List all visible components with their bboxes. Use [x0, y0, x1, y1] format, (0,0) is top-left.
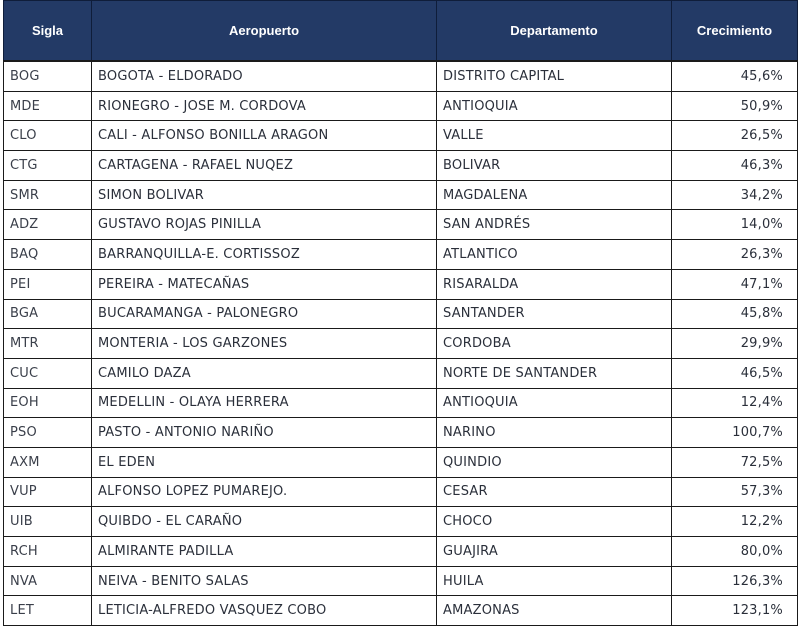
table-row — [4, 566, 798, 596]
aeropuerto-cell: MEDELLIN - OLAYA HERRERA — [92, 388, 437, 418]
crecimiento-cell: 123,1% — [672, 596, 798, 626]
crecimiento-cell: 45,8% — [672, 299, 798, 329]
aeropuerto-cell: BARRANQUILLA-E. CORTISSOZ — [92, 240, 437, 270]
departamento-cell: HUILA — [437, 566, 672, 596]
sigla-cell: PEI — [4, 269, 92, 299]
departamento-cell: NARINO — [437, 418, 672, 448]
table-body — [4, 61, 798, 626]
sigla-cell: UIB — [4, 507, 92, 537]
table-row — [4, 418, 798, 448]
departamento-cell: CHOCO — [437, 507, 672, 537]
table-row — [4, 329, 798, 359]
header-sigla: Sigla — [4, 1, 92, 62]
crecimiento-cell: 26,3% — [672, 240, 798, 270]
crecimiento-cell: 12,2% — [672, 507, 798, 537]
sigla-cell: CUC — [4, 358, 92, 388]
sigla-cell: MTR — [4, 329, 92, 359]
aeropuerto-cell: CALI - ALFONSO BONILLA ARAGON — [92, 121, 437, 151]
header-row — [4, 1, 798, 62]
sigla-cell: SMR — [4, 180, 92, 210]
sigla-cell: BAQ — [4, 240, 92, 270]
sigla-cell: BGA — [4, 299, 92, 329]
table-row — [4, 358, 798, 388]
header-crecimiento: Crecimiento — [672, 1, 798, 62]
table-row — [4, 180, 798, 210]
aeropuerto-cell: SIMON BOLIVAR — [92, 180, 437, 210]
crecimiento-cell: 126,3% — [672, 566, 798, 596]
departamento-cell: MAGDALENA — [437, 180, 672, 210]
table-row — [4, 537, 798, 567]
crecimiento-cell: 12,4% — [672, 388, 798, 418]
departamento-cell: CESAR — [437, 477, 672, 507]
departamento-cell: RISARALDA — [437, 269, 672, 299]
departamento-cell: ANTIOQUIA — [437, 91, 672, 121]
table-row — [4, 151, 798, 181]
airport-growth-table-container — [3, 0, 797, 626]
sigla-cell: VUP — [4, 477, 92, 507]
aeropuerto-cell: ALFONSO LOPEZ PUMAREJO. — [92, 477, 437, 507]
departamento-cell: ATLANTICO — [437, 240, 672, 270]
aeropuerto-cell: NEIVA - BENITO SALAS — [92, 566, 437, 596]
sigla-cell: CLO — [4, 121, 92, 151]
table-row — [4, 61, 798, 91]
departamento-cell: NORTE DE SANTANDER — [437, 358, 672, 388]
crecimiento-cell: 46,3% — [672, 151, 798, 181]
crecimiento-cell: 45,6% — [672, 61, 798, 91]
crecimiento-cell: 29,9% — [672, 329, 798, 359]
departamento-cell: AMAZONAS — [437, 596, 672, 626]
departamento-cell: ANTIOQUIA — [437, 388, 672, 418]
aeropuerto-cell: ALMIRANTE PADILLA — [92, 537, 437, 567]
crecimiento-cell: 26,5% — [672, 121, 798, 151]
sigla-cell: MDE — [4, 91, 92, 121]
table-header — [4, 1, 798, 62]
table-row — [4, 269, 798, 299]
aeropuerto-cell: BUCARAMANGA - PALONEGRO — [92, 299, 437, 329]
crecimiento-cell: 80,0% — [672, 537, 798, 567]
departamento-cell: DISTRITO CAPITAL — [437, 61, 672, 91]
departamento-cell: GUAJIRA — [437, 537, 672, 567]
aeropuerto-cell: BOGOTA - ELDORADO — [92, 61, 437, 91]
table-row — [4, 210, 798, 240]
aeropuerto-cell: LETICIA-ALFREDO VASQUEZ COBO — [92, 596, 437, 626]
sigla-cell: PSO — [4, 418, 92, 448]
airport-growth-table — [3, 0, 798, 626]
sigla-cell: NVA — [4, 566, 92, 596]
crecimiento-cell: 100,7% — [672, 418, 798, 448]
crecimiento-cell: 57,3% — [672, 477, 798, 507]
sigla-cell: ADZ — [4, 210, 92, 240]
table-row — [4, 447, 798, 477]
departamento-cell: SANTANDER — [437, 299, 672, 329]
aeropuerto-cell: CARTAGENA - RAFAEL NUQEZ — [92, 151, 437, 181]
departamento-cell: QUINDIO — [437, 447, 672, 477]
sigla-cell: CTG — [4, 151, 92, 181]
table-row — [4, 596, 798, 626]
sigla-cell: RCH — [4, 537, 92, 567]
aeropuerto-cell: CAMILO DAZA — [92, 358, 437, 388]
departamento-cell: CORDOBA — [437, 329, 672, 359]
aeropuerto-cell: PASTO - ANTONIO NARIÑO — [92, 418, 437, 448]
crecimiento-cell: 47,1% — [672, 269, 798, 299]
departamento-cell: BOLIVAR — [437, 151, 672, 181]
departamento-cell: VALLE — [437, 121, 672, 151]
crecimiento-cell: 34,2% — [672, 180, 798, 210]
crecimiento-cell: 72,5% — [672, 447, 798, 477]
table-row — [4, 507, 798, 537]
aeropuerto-cell: MONTERIA - LOS GARZONES — [92, 329, 437, 359]
sigla-cell: AXM — [4, 447, 92, 477]
table-row — [4, 240, 798, 270]
header-departamento: Departamento — [437, 1, 672, 62]
table-row — [4, 91, 798, 121]
table-row — [4, 388, 798, 418]
aeropuerto-cell: RIONEGRO - JOSE M. CORDOVA — [92, 91, 437, 121]
sigla-cell: EOH — [4, 388, 92, 418]
aeropuerto-cell: EL EDEN — [92, 447, 437, 477]
aeropuerto-cell: PEREIRA - MATECAÑAS — [92, 269, 437, 299]
table-row — [4, 299, 798, 329]
header-aeropuerto: Aeropuerto — [92, 1, 437, 62]
crecimiento-cell: 50,9% — [672, 91, 798, 121]
sigla-cell: BOG — [4, 61, 92, 91]
crecimiento-cell: 14,0% — [672, 210, 798, 240]
crecimiento-cell: 46,5% — [672, 358, 798, 388]
aeropuerto-cell: GUSTAVO ROJAS PINILLA — [92, 210, 437, 240]
table-row — [4, 121, 798, 151]
aeropuerto-cell: QUIBDO - EL CARAÑO — [92, 507, 437, 537]
sigla-cell: LET — [4, 596, 92, 626]
table-row — [4, 477, 798, 507]
departamento-cell: SAN ANDRÉS — [437, 210, 672, 240]
